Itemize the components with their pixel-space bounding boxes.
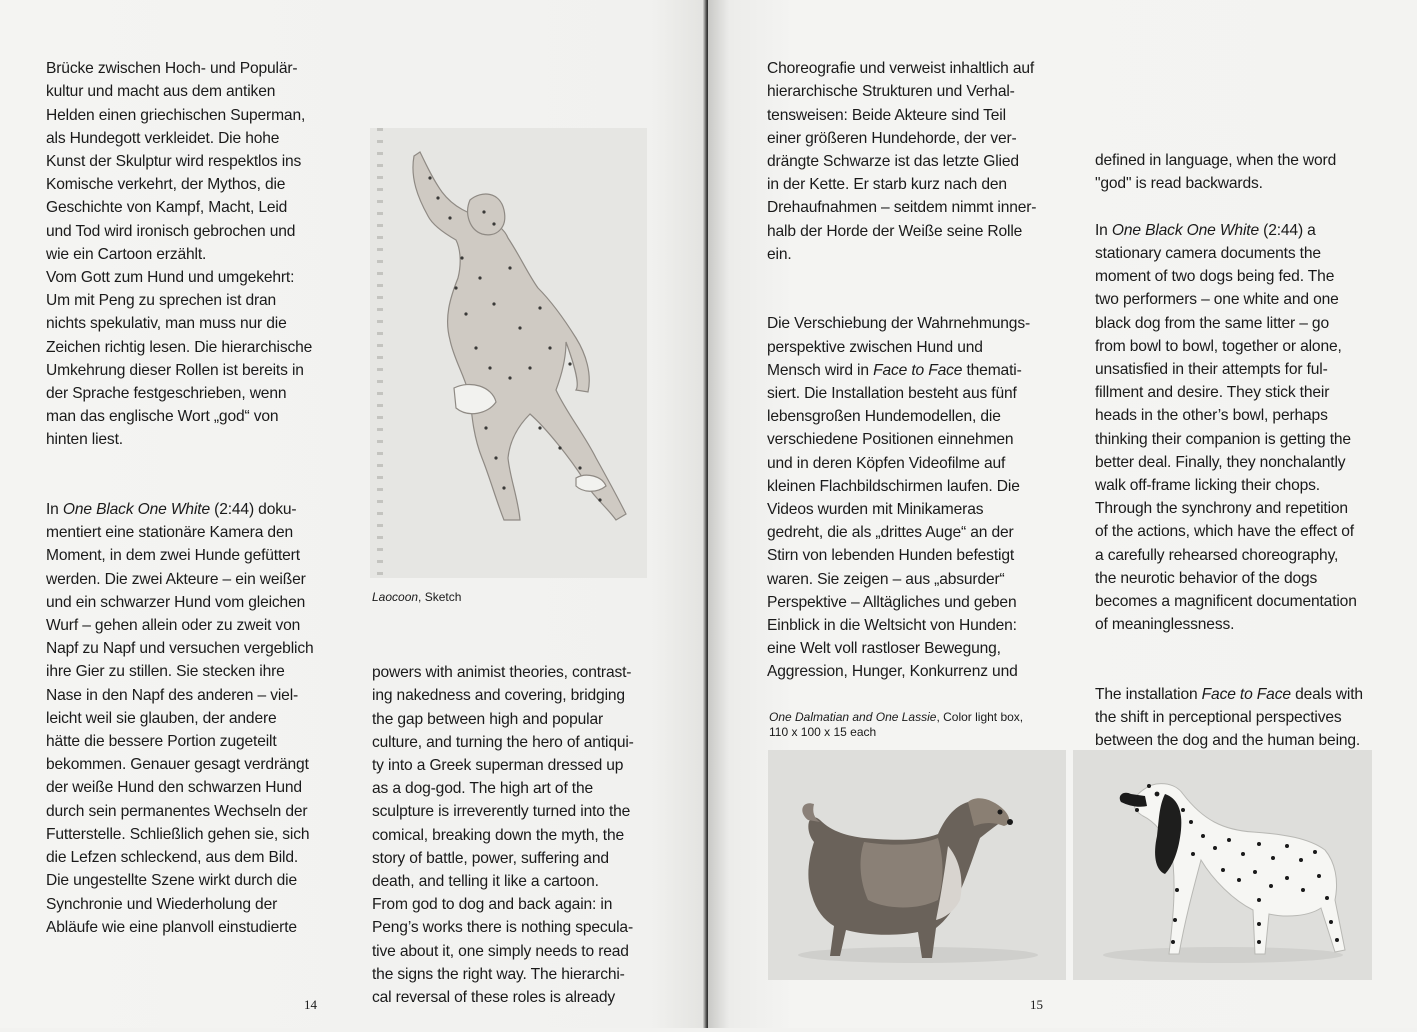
paragraph: powers with animist theories, contrast- ing nakedness and covering, bridging the gap between high and popular culture, and turning the hero of antiqui- ty into a Greek superman dressed up as a dog-god. The high art of the sculpture is irreverently turned into the comical, breaking down the myth, the story of battle, power, suffering and death, and telling it like a cartoon. From god to dog and back again: in Peng’s works there is nothing specula- tive about it, one simply needs to read the signs the right way. The hierarchi- cal reversal of these roles is already: [372, 664, 634, 1007]
right-column-german: [767, 34, 1067, 707]
lassie-dog-photo: [768, 750, 1066, 980]
left-page: [0, 0, 708, 1028]
paragraph: Die Verschiebung der Wahrnehmungs- perspektive zwischen Hund und Mensch wird in Face to Face themati- siert. Die Installation besteht aus fünf lebensgroßen Hundemodellen, die verschiedene Positionen einnehmen und in deren Köpfen Videofilme auf kleinen Flachbildschirmen laufen. Die Videos wurden mit Minikameras gedreht, die als „drittes Auge“ an der Stirn von lebenden Hunden befestigt waren. Sie zeigen – aus „absurder“ Perspektive – Alltägliches und geben Einblick in die Weltsicht von Hunden: eine Welt voll rastloser Bewegung, Aggression, Hunger, Konkurrenz und: [767, 315, 1031, 681]
paragraph: Choreografie und verweist inhaltlich auf hierarchische Strukturen und Verhal- tensweisen: Beide Akteure sind Teil einer größeren Hundehorde, der ver- drängte Schwarze ist das letzte Glied in der Kette. Er starb kurz nach den Drehaufnahmen – seitdem nimmt inner- halb der Horde der Weiße seine Rolle ein.: [767, 60, 1037, 263]
laocoon-sketch-image: [370, 128, 647, 578]
dalmatian-dog-photo: [1073, 750, 1372, 980]
photo-caption: One Dalmatian and One Lassie, Color light box, 110 x 100 x 15 each: [769, 710, 1024, 739]
paragraph: The installation Face to Face deals with the shift in perceptional perspectives between the dog and the human being.: [1095, 685, 1363, 750]
paragraph: defined in language, when the word "god" is read backwards.: [1095, 152, 1337, 193]
paragraph: Brücke zwischen Hoch- und Populär- kultur und macht aus dem antiken Helden einen griechischen Superman, als Hundegott verkleidet. Die hohe Kunst der Skulptur wird respektlos ins Komische verkehrt, der Mythos, die Geschichte von Kampf, Macht, Leid und Tod wird ironisch gebrochen und wie ein Cartoon erzählt. Vom Gott zum Hund und umgekehrt: Um mit Peng zu sprechen ist dran nichts spekulativ, man muss nur die Zeichen richtig lesen. Die hierarchische Umkehrung dieser Rollen ist bereits in der Sprache festgeschrieben, wenn man das englische Wort „god“ von hinten liest.: [46, 60, 313, 449]
left-column-german: [46, 34, 336, 962]
page-number: 15: [1030, 997, 1043, 1012]
left-column-english: [372, 638, 662, 1032]
right-column-english: [1095, 126, 1395, 799]
paragraph: In One Black One White (2:44) doku- mentiert eine stationäre Kamera den Moment, in dem zwei Hunde gefüttert werden. Die zwei Akteure – ein weißer und ein schwarzer Hund vom gleichen Wurf – gehen allein oder zu zweit von Napf zu Napf und versuchen vergeblich ihre Gier zu stillen. Sie stecken ihre Nase in den Napf des anderen – viel- leicht weil sie glauben, der andere hätte die bessere Portion zugeteilt bekommen. Genauer gesagt verdrängt der weiße Hund den schwarzen Hund durch sein permanentes Wechseln der Futterstelle. Schließlich gehen sie, sich die Lefzen schleckend, aus dem Bild. Die ungestellte Szene wirkt durch die Synchronie und Wiederholung der Abläufe wie eine planvoll einstudierte: [46, 501, 314, 936]
paragraph: In One Black One White (2:44) a stationary camera documents the moment of two dogs being fed. The two performers – one white and one black dog from the same litter – go from bowl to bowl, together or alone, unsatisfied in their attempts for ful- fillment and desire. They stick their heads in the other’s bowl, perhaps thinking their companion is getting the better deal. Finally, they nonchalantly walk off-frame licking their chops. Through the synchrony and repetition of the actions, which have the effect of a carefully rehearsed choreography, the neurotic behavior of the dogs becomes a magnificent documentation of meaninglessness.: [1095, 221, 1357, 634]
right-page: [708, 0, 1417, 1028]
page-number: 14: [304, 997, 317, 1012]
figure-caption: Laocoon, Sketch: [372, 590, 462, 604]
